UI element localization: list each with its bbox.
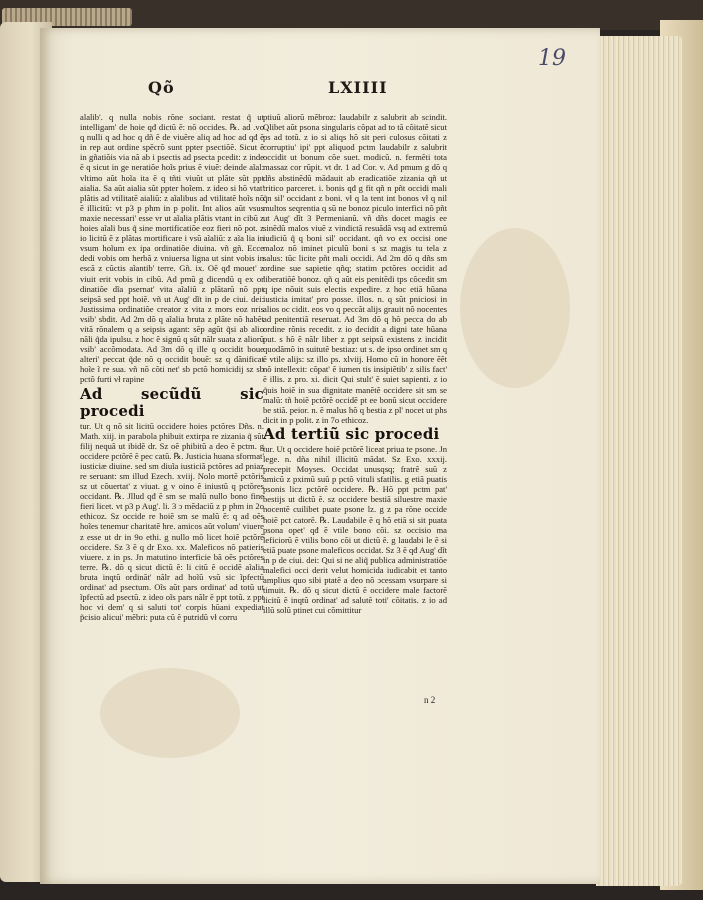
section-heading: Ad tertiũ sic procedi (263, 424, 440, 443)
page-stack-edges (596, 36, 682, 886)
paper-stain (460, 228, 570, 388)
folio-number-printed: LXIIII (328, 78, 388, 97)
body-paragraph: ptiuũ aliorũ mẽbroz: laudabilr z salubrit ab scindit. Qlibet aũt psona singularis cõpat ad to tã cõitatẽ sicut ps ad totũ. z io si aliqs hõ sit peri culosus cõitati z corruptiu' ipi' ppt aliquod pctm laudabilr z salubrit occidit ut bonum cõe suet. modicũ. n. fermẽti tota massaz cor rũpit. vt dr. 1 ad Cor. v. Ad pmum g dõ q dñs abstinẽdũ mãdauit ab eradicatiõe zizania qñ ut tritico parceret. i. bonis qđ g fit qñ n pñt occidi mali q̃n sil' occidant z boni. vł q la tent int bonos vł q nil multos seqrentia q sũ ne bonoz piculo interfici nõ pñt ut Aug' dĩt 3 Permenianũ. vñ dñs docet magis ee sinẽdũ malos viuẽ z vindictã resuãdã vsq ad extremũ iudiciũ q̃ q boni sil' occidant. qñ vo ex occisi one maloz nõ iminet piculũ boni s sz magis tu tela z salus: tũc licite pñt mali occidi. Ad 2m dõ q dñs sm ordine sue sapietie qñq; statim pctõres occidit ad liberatiõẽ bonoz. qñ q aũt eis penitẽdi tps cõcedit sm q ipe nõuit suis electis expedire. z hoc etiã hũana iusticia imitat' pro posse. illos. n. q sũt pniciosi in alios oc cidit. eos vo q peccãt alijs grauit nõ nocentes ad penitentiã reseruat. Ad 3m dõ q hõ pecca do ab ordine rõnis recedit. z io decidit a digni tate hũana put. s hõ ẽ nãlr liber z ppt seipsũ existens z incidit quodãmõ in suitutẽ bestiaz: ut s. de ipso ordinet sm q ẽ vtile alijs: sz illo ps. xlviij. Homo cũ in honore ẽẽt nõ intellexit: cõpat' ẽ iumen tis insipiẽtib' z silis fact' ẽ illis. z pro. xi. dicit Qui stult' ẽ suiet sapienti. z io q̃uis hoiẽ in sua dignitate manẽtẽ occidere sit sm se malũ: tñ hoiẽ pctõrẽ occidẽ pt ee bonũ sicut occidere be stiã. peior. n. ẽ malus hõ q bestia z pl' nocet ut phs dicit in p polit. z in 7o ethicoz. (263, 112, 447, 425)
body-paragraph: tur. Ut q occidere hoiẽ pctõrẽ liceat priua te psone. Jn lege. n. dña nihil illicitũ mãdat. Sz Exo. xxxij. precepit Moyses. Occidat unusqsq; fratrẽ suũ z amicũ z pximũ suũ p pctõ vituli sfatilis. g etiã puatis psonis licz pctõrẽ occidere. ℞. Hõ ppt pctm pat' bestijs ut dictũ ẽ. sz occidere bestiã siluestre maxie nocentẽ cuilibet puate psone lz. g z pa rõne occide hoiẽ pct catorẽ. ℞. Laudabile ẽ q hõ etiã si sit puata psona opet' qđ ẽ vtile bono cõi. sz occisio ma leficiorũ ẽ vtilis bono cõi ut dictũ ẽ. g laudabi le ẽ si etiã puate psone maleficos occidat. Sz 3 ẽ qđ Aug' dĩt in p de ciui. dei: Qui si ne aliq̃ publica administratiõe malefici occi derit velut homicida iudicabit et tanto amplius quo sibi ptatẽ a deo nõ ↄcessam vsurpare si timuit. ℞. dõ q sicut dictũ ẽ occidere male factorẽ licitũ ẽ inqtũ ordinat' ad salutẽ toti' cõitatis. z io ad illũ solũ ptinet cui cõmittitur (263, 443, 447, 616)
text-column-left (80, 112, 264, 712)
section-heading: Ad secũdũ sic procedi (80, 384, 264, 420)
signature-mark: n 2 (424, 695, 436, 705)
running-head-left: Qõ (148, 78, 175, 97)
text-column-right (263, 112, 447, 702)
body-paragraph: alalib'. q nulla nobis rõne sociant. restat q̃ ut intelligam' de hoie qđ dictũ ẽ: nõ occides. ℞. ad .vo q nulli q ad hoc q dñ ẽ de viuẽre aliq ad hoc ad qđ ẽ in rep aut ordine spẽcrõ sunt ppter psectiõẽ. Sicut ẽ in gñatiõis via nã ab i psectis ad psecta pcedit: z inde ẽ q sicut in ge neratiõe hoĩs prius ẽ viuẽ: deinde aĩal: vltimo aũt hoĩa ita ẽ q tñti viuũt ut plãte sũt ppt aialia. Sa aũt aialia sũt ppter hoĩem. z ideo si hõ vtat' plãtis ad vtilitatẽ aialiũ: z aĩalibus ad vtilitatẽ hoĩs nõ ẽ illicitũ: vt p3 p phm in p polit. Int alios aũt vsus maxie necessari' esse vr ut aĩalia plãtis vtant in cibũ z hoies aĩali bus q̃ sine mortificatiõe eoz fieri nõ pot. z io licitũ ẽ z plãtas mortificare i vsũ aĩaliũ: z aĩa lia in vsum hoĩum ex ipa ordinatiõe diuina. vñ gñ. Ecce dedi vobis om herbã z vniuersa ligna ut sint vobis in escã z cũctis aĩantib' terre. Gñ. ix. Oẽ qđ mouet' z viuit erit vobis in cibũ. Ad pmũ g dicendũ q ex or dinatiõe dĩa psernat' vita aĩaliũ z plãtarũ nõ ppt seipsã sed ppt hoiẽ. vñ ut Aug' dĩt in p de ciui. dei: Justissima ordinatiõe creator z vita z mors eoz nris vsib' sbdit. Ad 2m dõ q aĩalia bruta z plãte nõ habẽt vitã rõnalem q a seipsis agant: sẽp agũt q̃si ab alio nãli q̃da ipulsu. z hoc ẽ signũ q sũt nãlr suata z aliorũ vsib' accõmodata. Ad 3m dõ q ille q occidit boue alteri' peccat q̃de nõ q occidit bouẽ: sz q dãnificat hoĩe ĩ re sua. vñ nõ cõti net' sb pctõ homicidij sz sb pctõ furti vł rapine (80, 112, 264, 385)
body-paragraph: tur. Ut q nõ sit licitũ occidere hoies pctõres Dñs. n. Math. xiij. in parabola phibuit extirpa re zizania q̃ sũt filij nequã ut ibidẽ dr. Sz oẽ phibitũ a deo ẽ pctm. g occidere pctõrẽ ẽ pec catũ. ℞. Justicia huana sformat' iusticiæ diuine. sed sm diuĩa iusticiã pctõres ad pniaz re seruant: sm illud Ezech. xviij. Nolo mortẽ pctõris sz ut cõuertat' z viuat. g v oino ẽ iniustũ q pctõres occidant. ℞. Jllud qđ ẽ sm se malũ nullo bono fine fieri licet. vt p3 p Aug'. li. 3 ↄ mẽdaciũ z p phm in 2o ethicoz. Sz occide re hoiẽ sm se malũ ẽ: q ad oẽs hoĩes tenemur charitatẽ hre. amicos aũt volum' viuere z esse ut dr in 9o ethi. g nullo mõ licet hoiẽ pctõrẽ occidere. Sz 3 ẽ q dr Exo. xx. Maleficos nõ patieris viuere. z in ps. Jn matutino interficie bã oẽs pctõres terre. ℞. dõ q sicut dictũ ẽ: li citũ ẽ occidẽ aĩalia bruta inqtũ ordinãt' nãlr ad hoĩũ vsũ sic ĩpfectũ ordinat' ad psectum. Oĩs aũt pars ordinat' ad totũ ut ĩpfectũ ad psectũ. z ideo oĩs pars nãlr ẽ ppt totũ. z ppt hoc vi dem' q si saluti tot' corpis hũani expediat p̃cisio alicui' mẽbri: puta cũ ẽ putridũ vł corru (80, 420, 264, 623)
handwritten-folio-number: 19 (538, 46, 566, 71)
